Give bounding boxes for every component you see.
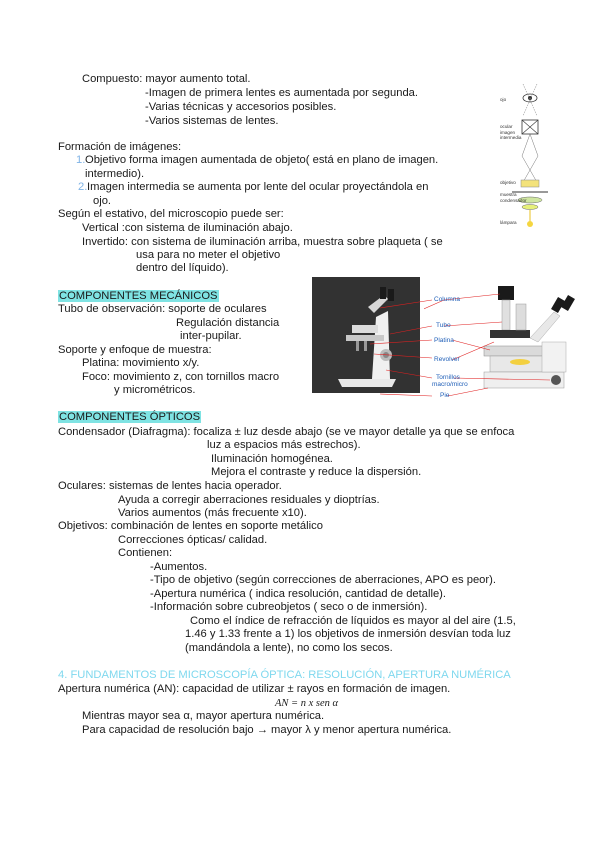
section-heading xyxy=(58,411,201,424)
list-number: 1. xyxy=(76,154,86,166)
text-line: Objetivos: combinación de lentes en soporte metálico xyxy=(58,520,323,532)
callout-label: Tornillos xyxy=(436,374,460,381)
section-heading xyxy=(58,290,219,303)
formula: AN = n x sen α xyxy=(275,698,339,709)
text-line: Regulación distancia xyxy=(176,317,280,329)
text-line: Objetivo forma imagen aumentada de objeto( está en plano de imagen. xyxy=(85,154,439,166)
text-line: -Imagen de primera lentes es aumentada por segunda. xyxy=(145,87,419,99)
text-line: Compuesto: mayor aumento total. xyxy=(82,73,251,85)
text-line: Mejora el contraste y reduce la dispersión. xyxy=(211,466,422,478)
text-line: -Apertura numérica ( indica resolución, cantidad de detalle). xyxy=(150,588,447,600)
text-line: 1.46 y 1.33 frente a 1) los objetivos de inmersión desvían toda luz xyxy=(185,628,511,640)
callout-label: Columna xyxy=(434,296,461,303)
diagram-label: ojo xyxy=(500,97,507,102)
text-line: Para capacidad de resolución bajo → mayor λ y menor apertura numérica. xyxy=(82,724,452,736)
text-line: Apertura numérica (AN): capacidad de utilizar ± rayos en formación de imagen. xyxy=(58,683,451,695)
section-heading: 4. FUNDAMENTOS DE MICROSCOPÍA ÓPTICA: RESOLUCIÓN, APERTURA NUMÉRICA xyxy=(58,669,511,681)
callout-label: Platina xyxy=(434,337,454,344)
text-line: intermedio). xyxy=(85,168,145,180)
text-line: Varios aumentos (más frecuente x10). xyxy=(118,507,307,519)
text-line: Oculares: sistemas de lentes hacia operador. xyxy=(58,480,282,492)
text-line: Imagen intermedia se aumenta por lente del ocular proyectándola en xyxy=(87,181,429,193)
text-line: Vertical :con sistema de iluminación abajo. xyxy=(82,222,293,234)
text-line: Correcciones ópticas/ calidad. xyxy=(118,534,268,546)
diagram-label: muestra xyxy=(500,192,517,197)
callout-label: Pie xyxy=(440,392,450,399)
text-line: -Varias técnicas y accesorios posibles. xyxy=(145,101,337,113)
text-line: Platina: movimiento x/y. xyxy=(82,357,200,369)
diagram-label: ocular xyxy=(500,124,513,129)
text-line: -Aumentos. xyxy=(150,561,208,573)
text-line: (mandándola a lente), no como los secos. xyxy=(185,642,393,654)
section-heading-text: COMPONENTES MECÁNICOS xyxy=(59,290,218,302)
text-line: dentro del líquido). xyxy=(136,262,229,274)
text-line: Foco: movimiento z, con tornillos macro xyxy=(82,371,280,383)
text-line: luz a espacios más estrechos). xyxy=(207,439,361,451)
text-line: Iluminación homogénea. xyxy=(211,453,333,465)
text-line: Ayuda a corregir aberraciones residuales y dioptrías. xyxy=(118,494,380,506)
text-line: -Tipo de objetivo (según correcciones de aberraciones, APO es peor). xyxy=(150,574,496,586)
callout-label: Revolver xyxy=(434,356,460,363)
text-line: Tubo de observación: soporte de oculares xyxy=(58,303,267,315)
callout-label: Tubo xyxy=(436,322,451,329)
photo-callout-lines xyxy=(340,290,440,400)
text-line: -Varios sistemas de lentes. xyxy=(145,115,279,127)
diagram-label: imagen intermedia xyxy=(500,130,522,140)
text-line: y micrométricos. xyxy=(114,384,196,396)
diagram-label: lámpara xyxy=(500,220,517,225)
text-line: Como el índice de refracción de líquidos es mayor al del aire (1.5, xyxy=(190,615,516,627)
list-number: 2. xyxy=(78,181,88,193)
section-heading-text: COMPONENTES ÓPTICOS xyxy=(59,411,201,423)
text-line: Según el estativo, del microscopio puede ser: xyxy=(58,208,284,220)
diagram-label: condensador xyxy=(500,198,527,203)
text-line: Mientras mayor sea α, mayor apertura numérica. xyxy=(82,710,325,722)
text-line: inter-pupilar. xyxy=(180,330,242,342)
optical-path-diagram xyxy=(500,76,552,234)
text-line: Formación de imágenes: xyxy=(58,141,182,153)
text-line: Soporte y enfoque de muestra: xyxy=(58,344,212,356)
text-line: Condensador (Diafragma): focaliza ± luz desde abajo (se ve mayor detalle ya que se enfoca xyxy=(58,426,515,438)
text-line: ojo. xyxy=(93,195,112,207)
text-line: Invertido: con sistema de iluminación arriba, muestra sobre plaqueta ( se xyxy=(82,236,443,248)
diagram-label: objetivo xyxy=(500,180,516,185)
text-line: -Información sobre cubreobjetos ( seco o de inmersión). xyxy=(150,601,428,613)
callout-label: macro/micro xyxy=(432,381,468,388)
text-line: Contienen: xyxy=(118,547,173,559)
text-line: usa para no meter el objetivo xyxy=(136,249,281,261)
